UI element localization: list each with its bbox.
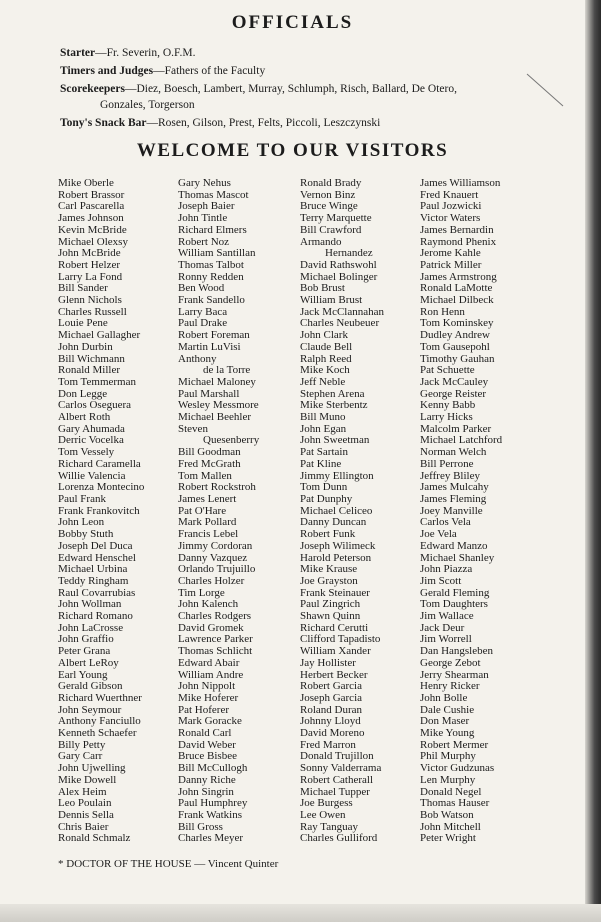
visitor-name: Michael Bolinger [300,270,378,283]
visitor-name: William Brust [300,294,363,307]
visitor-name: Jimmy Cordoran [178,539,253,552]
visitor-name: Tom Mallen [178,469,232,482]
visitor-name: Terry Marquette [300,212,372,225]
officials-role: Timers and Judges [60,65,154,77]
visitor-name: Dale Cushie [420,703,475,716]
visitor-name: James Williamson [420,177,501,189]
visitor-name: Michael Tupper [300,785,370,798]
officials-names: Diez, Boesch, Lambert, Murray, Schlumph, Risch, Ballard, De Otero, [136,83,457,95]
visitor-name: Bruce Winge [300,200,358,213]
visitor-name: Kenny Babb [420,399,476,412]
visitor-name: Michael Maloney [178,375,256,388]
visitor-name: Ronald Schmalz [58,832,131,845]
visitor-name: Richard Wuerthner [58,691,142,704]
officials-names: Rosen, Gilson, Prest, Felts, Piccoli, Leszczynski [158,117,381,129]
visitor-name: Danny Duncan [300,516,367,529]
visitor-name: Wesley Messmore [178,399,259,412]
visitor-name: Robert Noz [178,235,230,248]
visitors-heading: WELCOME TO OUR VISITORS [136,140,449,161]
page-bottom-margin [0,904,601,922]
doctor-of-the-house-note: * DOCTOR OF THE HOUSE — Vincent Quinter [58,858,279,870]
visitor-name: Ronald Carl [178,727,232,740]
visitor-name: Timothy Gauhan [420,352,495,365]
visitor-name: Jack Deur [420,621,465,634]
visitor-name: Bill Wichmann [58,352,125,365]
visitor-name: James Fleming [420,492,487,505]
visitor-name: Don Legge [58,387,108,400]
visitor-name: Jim Scott [420,574,462,587]
visitor-name: John Egan [300,422,347,435]
visitor-name: Pat Kline [300,457,342,470]
visitor-name: Michael Olexsy [58,235,128,248]
visitor-name: Mike Young [420,727,475,740]
visitor-name: Frank Steinauer [300,586,370,599]
visitor-name: Paul Humphrey [178,797,248,810]
visitor-column-2 [178,178,259,845]
visitor-name: John Bolle [420,691,468,704]
visitor-name: Earl Young [58,668,108,681]
visitor-name: John Tintle [178,212,228,225]
visitor-name: Robert Catherall [300,773,374,786]
officials-names-continued: Gonzales, Torgerson [100,99,195,111]
visitor-name: Michael Dilbeck [420,294,494,307]
officials-heading: OFFICIALS [231,12,354,33]
visitor-name: Don Maser [420,715,470,728]
visitor-name: Jack McClannahan [300,305,384,318]
visitor-name: John Clark [300,329,348,342]
visitor-name: Bill Muno [300,411,346,424]
visitor-column-3 [300,178,384,845]
visitor-name: Carlos Oseguera [58,399,132,412]
visitor-name: Victor Gudzunas [420,762,495,775]
visitor-name: Malcolm Parker [420,422,492,435]
visitor-name: Paul Marshall [178,387,240,400]
visitor-name: Ronny Redden [178,270,244,283]
officials-role: Starter [60,47,96,59]
visitor-name: George Zebot [420,656,481,669]
visitor-name: John Ujwelling [58,762,126,775]
visitor-name: Raul Covarrubias [58,586,136,599]
officials-role: Tony's Snack Bar [60,117,147,129]
visitor-name: John Leon [58,516,105,529]
visitor-name: Danny Vazquez [178,551,248,564]
visitor-name: Thomas Schlicht [178,645,253,658]
visitor-name: John Mitchell [420,820,481,833]
visitor-name: Francis Lebel [178,528,239,541]
visitor-name: James Mulcahy [420,481,489,494]
visitor-name: Charles Holzer [178,574,245,587]
visitor-name: Gary Nehus [178,177,231,189]
visitor-name: Charles Rodgers [178,610,252,623]
visitor-name: Richard Elmers [178,223,247,236]
visitor-column-4 [420,178,502,845]
visitor-name: Charles Russell [58,305,127,318]
visitor-name: Robert Funk [300,528,356,541]
visitor-name: Anthony Fanciullo [58,715,141,728]
visitor-name: Pat O'Hare [178,504,227,517]
visitor-name: Peter Wright [420,832,476,845]
visitor-name: Kenneth Schaefer [58,727,137,740]
visitor-name: Pat Sartain [300,446,348,459]
visitor-name: Raymond Phenix [420,235,497,248]
visitor-name: Charles Neubeuer [300,317,380,330]
visitor-name: Tom Daughters [420,598,488,611]
visitor-name: Kevin McBride [58,223,127,236]
visitor-name: Robert Foreman [178,329,250,342]
visitor-name: Robert Mermer [420,738,489,751]
visitor-name: James Johnson [58,212,124,225]
officials-names: Fathers of the Faculty [164,65,266,77]
visitor-name: Jeff Neble [300,375,346,388]
visitor-name: Leo Poulain [58,797,112,810]
visitor-name: Tom Kominskey [420,317,494,330]
visitor-name: Gary Carr [58,750,103,763]
visitor-name: Bill Gross [178,820,223,833]
visitor-name: Ronald Miller [58,364,121,377]
visitor-name: Harold Peterson [300,551,372,564]
visitor-name: William Xander [300,645,371,658]
visitor-name: John Wollman [58,598,122,611]
visitor-name: Lorenza Montecino [58,481,145,494]
visitor-name: Bobby Stuth [58,528,114,541]
visitor-name: Alex Heim [58,785,107,798]
visitor-name: Michael Latchford [420,434,503,447]
visitor-name: Jeffrey Bliley [420,469,480,482]
visitor-name: Robert Rockstroh [178,481,256,494]
visitor-name: Jack McCauley [420,375,489,388]
visitor-name: Michael Shanley [420,551,495,564]
visitor-name: Larry La Fond [58,270,123,283]
visitor-name: Norman Welch [420,446,487,459]
visitor-name: Larry Hicks [420,411,473,424]
visitor-name: Claude Bell [300,340,353,353]
visitor-name: William Andre [178,668,244,681]
visitor-name: Gary Ahumada [58,422,125,435]
visitor-name: James Lenert [178,492,237,505]
visitor-name: Armando [300,235,342,248]
visitor-name: Clifford Tapadisto [300,633,381,646]
visitor-name: Glenn Nichols [58,294,122,307]
visitor-name: Pat Hoferer [178,703,230,716]
visitor-name: Anthony [178,352,217,365]
visitor-name: John Nippolt [178,680,236,693]
visitor-name: Richard Caramella [58,457,141,470]
officials-role: Scorekeepers [60,83,125,95]
officials-row-starter: Starter—Fr. Severin, O.F.M. [60,47,196,59]
visitor-name: Lawrence Parker [178,633,253,646]
pencil-mark-icon [525,70,565,110]
visitor-name: Edward Henschel [58,551,136,564]
officials-row-scorekeepers: Scorekeepers—Diez, Boesch, Lambert, Murray, Schlumph, Risch, Ballard, De Otero, Gonzales, Torgerson [60,81,560,113]
visitor-name: George Reister [420,387,487,400]
visitor-name: Shawn Quinn [300,610,361,623]
visitor-name: Michael Beehler [178,411,251,424]
visitor-name: Pat Schuette [420,364,475,377]
visitor-name: Tom Gausepohl [420,340,490,353]
visitor-name: Frank Frankovitch [58,504,140,517]
visitor-name: David Moreno [300,727,365,740]
visitor-name: Bruce Bisbee [178,750,237,763]
visitor-name: Albert LeRoy [58,656,119,669]
visitor-name: Robert Brassor [58,188,125,201]
visitor-name: Joseph Wilimeck [300,539,376,552]
visitor-name: Thomas Hauser [420,797,490,810]
visitor-name: Joe Burgess [300,797,353,810]
visitor-name: John Graffio [58,633,114,646]
visitor-name: David Gromek [178,621,244,634]
visitor-name: Joseph Del Duca [58,539,133,552]
visitor-name: Mike Koch [300,364,350,377]
visitor-name: Hernandez [325,247,373,260]
visitor-name: John Singrin [178,785,234,798]
visitor-name: Donald Trujillon [300,750,374,763]
visitor-name: Tom Temmerman [58,375,136,388]
visitor-name: Gerald Fleming [420,586,490,599]
visitor-name: Charles Gulliford [300,832,378,845]
visitor-name: Mike Hoferer [178,691,239,704]
visitor-name: Len Murphy [420,773,476,786]
visitor-name: Steven [178,422,208,435]
visitor-name: Lee Owen [300,808,346,821]
visitor-name: Richard Romano [58,610,133,623]
visitor-name: Frank Watkins [178,808,242,821]
visitor-name: Vernon Binz [300,188,356,201]
visitor-name: Edward Abair [178,656,240,669]
visitor-name: de la Torre [203,364,251,377]
visitor-name: Joe Grayston [300,574,358,587]
visitor-name: John Piazza [420,563,473,576]
visitor-name: Mark Pollard [178,516,237,529]
visitor-name: Bill Goodman [178,446,241,459]
visitor-name: Dan Hangsleben [420,645,494,658]
visitor-name: Michael Gallagher [58,329,141,342]
visitor-name: David Rathswohl [300,258,377,271]
visitor-name: Phil Murphy [420,750,476,763]
visitor-name: William Santillan [178,247,256,260]
visitor-name: Frank Sandello [178,294,245,307]
visitor-name: Mark Goracke [178,715,242,728]
visitor-name: Victor Waters [420,212,481,225]
visitor-name: Quesenberry [203,434,260,447]
visitor-name: Jerry Shearman [420,668,489,681]
visitor-name: Fred Knauert [420,188,479,201]
visitor-name: Dudley Andrew [420,329,490,342]
visitor-name: Jerome Kahle [420,247,481,260]
visitor-name: Dennis Sella [58,808,114,821]
visitor-name: Ron Henn [420,305,465,318]
visitor-name: Joe Vela [420,528,457,541]
visitor-name: Billy Petty [58,738,106,751]
visitor-name: John Kalench [178,598,239,611]
visitor-name: John Durbin [58,340,113,353]
visitor-name: Bill McCullogh [178,762,248,775]
visitor-name: Derric Vocelka [58,434,124,447]
visitor-name: Carl Pascarella [58,200,125,213]
visitor-name: Bill Sander [58,282,108,295]
visitor-name: John Seymour [58,703,122,716]
visitor-name: Tom Vessely [58,446,115,459]
visitor-name: Tom Dunn [300,481,348,494]
visitor-name: Paul Zingrich [300,598,361,611]
visitor-name: James Bernardin [420,223,494,236]
visitor-name: Chris Baier [58,820,109,833]
visitor-name: Richard Cerutti [300,621,369,634]
visitor-name: Carlos Vela [420,516,471,529]
visitor-name: John LaCrosse [58,621,124,634]
visitor-name: John Sweetman [300,434,370,447]
visitor-name: Joseph Garcia [300,691,363,704]
visitor-name: Johnny Lloyd [300,715,361,728]
visitor-name: Stephen Arena [300,387,365,400]
visitor-name: Jim Worrell [420,633,472,646]
visitor-name: Roland Duran [300,703,363,716]
visitor-name: Thomas Talbot [178,258,244,271]
visitor-name: Michael Celiceo [300,504,373,517]
visitor-name: Paul Jozwicki [420,200,482,213]
visitor-name: Thomas Mascot [178,188,249,201]
visitor-name: Larry Baca [178,305,228,318]
visitor-name: John McBride [58,247,121,260]
visitor-name: Pat Dunphy [300,492,353,505]
visitor-name: Bob Watson [420,808,474,821]
visitor-name: Mike Krause [300,563,358,576]
visitor-name: Peter Grana [58,645,111,658]
visitor-name: Robert Garcia [300,680,362,693]
visitor-name: Jim Wallace [420,610,474,623]
page-edge-shadow [585,0,601,922]
visitor-name: Louie Pene [58,317,108,330]
visitor-name: Charles Meyer [178,832,244,845]
visitor-name: Paul Frank [58,492,106,505]
visitor-name: Bob Brust [300,282,345,295]
officials-names: Fr. Severin, O.F.M. [106,47,196,59]
visitor-name: Ronald LaMotte [420,282,493,295]
visitor-name: Danny Riche [178,773,236,786]
visitor-name: Paul Drake [178,317,228,330]
officials-row-timers: Timers and Judges—Fathers of the Faculty [60,65,266,77]
visitor-name: Mike Oberle [58,177,114,189]
visitor-name: Joseph Baier [178,200,235,213]
visitor-name: James Armstrong [420,270,497,283]
visitor-name: Sonny Valderrama [300,762,382,775]
visitor-name: Bill Crawford [300,223,362,236]
visitor-name: Ray Tanguay [300,820,358,833]
visitor-name: Fred McGrath [178,457,241,470]
visitor-name: Martin LuVisi [178,340,241,353]
visitor-name: Joey Manville [420,504,483,517]
visitor-name: Jimmy Ellington [300,469,374,482]
visitor-name: Jay Hollister [300,656,356,669]
visitor-name: Mike Sterbentz [300,399,368,412]
visitor-name: Patrick Miller [420,258,482,271]
visitor-name: Ralph Reed [300,352,352,365]
visitor-name: Tim Lorge [178,586,225,599]
officials-row-snack-bar: Tony's Snack Bar—Rosen, Gilson, Prest, Felts, Piccoli, Leszczynski [60,117,381,129]
visitor-name: Robert Helzer [58,258,120,271]
officials-list [60,45,560,133]
visitor-name: Orlando Trujuillo [178,563,256,576]
visitor-name: Gerald Gibson [58,680,123,693]
visitor-name: Herbert Becker [300,668,368,681]
visitor-name: David Weber [178,738,236,751]
visitor-name: Willie Valencia [58,469,126,482]
visitor-column-1 [58,178,144,845]
visitor-name: Henry Ricker [420,680,480,693]
visitor-name: Mike Dowell [58,773,117,786]
visitor-name: Ronald Brady [300,177,362,189]
visitor-name: Bill Perrone [420,457,474,470]
visitor-name: Albert Roth [58,411,111,424]
visitor-name: Donald Negel [420,785,482,798]
visitor-name: Michael Urbina [58,563,128,576]
visitor-name: Edward Manzo [420,539,488,552]
visitor-name: Teddy Ringham [58,574,129,587]
visitor-name: Fred Marron [300,738,356,751]
visitor-name: Ben Wood [178,282,225,295]
